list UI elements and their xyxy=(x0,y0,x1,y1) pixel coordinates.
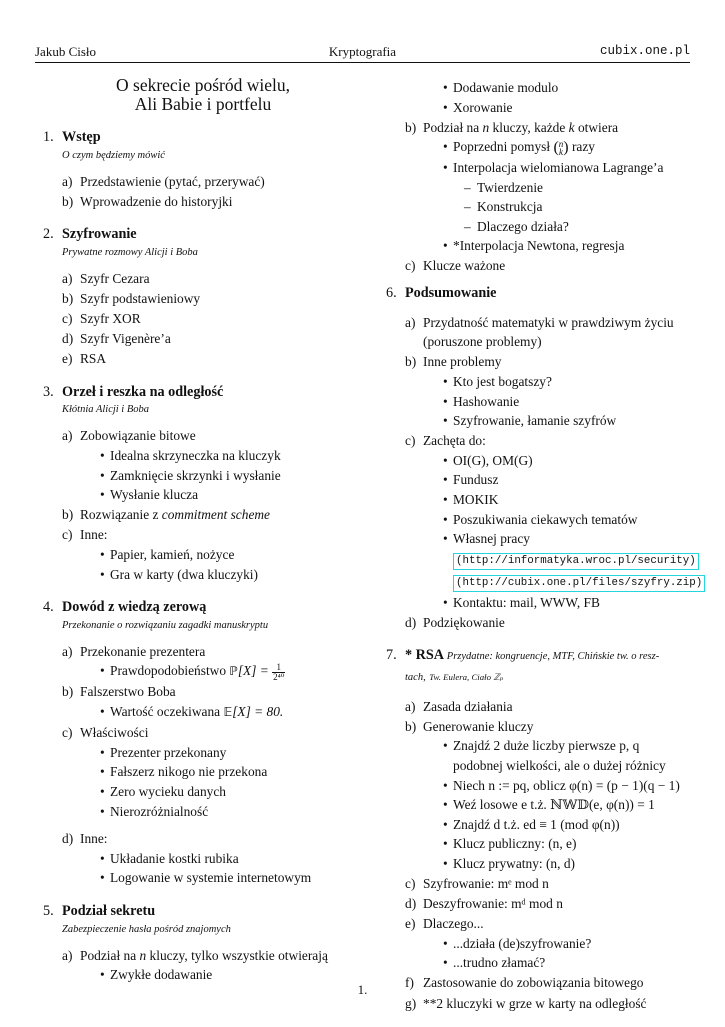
item-label: b) xyxy=(405,119,417,135)
bullet-item: • Kontaktu: mail, WWW, FB xyxy=(438,593,690,613)
bullet-text: Własnej pracy xyxy=(453,531,530,547)
bullet-item: • Szyfrowanie, łamanie szyfrów xyxy=(438,411,690,431)
bullet-item: • Weź losowe e t.ż. ℕ𝕎𝔻(e, φ(n)) = 1 xyxy=(438,795,690,815)
section-number: 2. xyxy=(43,226,54,243)
section-title: Podział sekretu xyxy=(62,902,156,919)
item-text: Właściwości xyxy=(80,725,149,741)
item-text: kluczy, każde xyxy=(489,119,569,135)
list-item xyxy=(378,256,690,276)
item-text: Przekonanie prezentera xyxy=(80,643,206,659)
section-heading xyxy=(378,284,690,304)
item-label: d) xyxy=(405,614,417,630)
list-item xyxy=(378,894,690,914)
item-text: Falszerstwo Boba xyxy=(80,684,176,700)
list-item xyxy=(35,525,365,584)
dash-item: – Konstrukcja xyxy=(460,197,690,217)
left-column xyxy=(35,76,365,999)
bullet-item: • Papier, kamień, nożyce xyxy=(95,545,365,565)
item-text: Szyfrowanie: mᵉ mod n xyxy=(423,876,549,891)
title-line-1: O sekrecie pośród wielu, xyxy=(116,75,290,95)
list-item xyxy=(378,697,690,717)
item-text: Inne: xyxy=(80,527,108,543)
item-text: kluczy, tylko wszystkie otwierają xyxy=(146,947,328,963)
item-label: d) xyxy=(405,896,417,912)
bullet-item: • Układanie kostki rubika xyxy=(95,849,365,869)
bullet-item: • Logowanie w systemie internetowym xyxy=(95,868,365,888)
item-text: Wprowadzenie do historyjki xyxy=(80,193,233,209)
list-item xyxy=(35,946,365,985)
title-line-2: Ali Babie i portfelu xyxy=(134,94,272,114)
section-subtitle: Prywatne rozmowy Alicji i Boba xyxy=(62,246,198,258)
section-number: 5. xyxy=(43,902,54,919)
item-text: Zasada działania xyxy=(423,698,513,714)
bullet-item: • Znajdź 2 duże liczby pierwsze p, q podobnej wielkości, ale o dużej różnicy xyxy=(438,736,690,775)
section-subtitle: Kłótnia Alicji i Boba xyxy=(62,404,150,416)
section-3 xyxy=(35,383,365,584)
expectation-value: [X] = 80. xyxy=(232,704,284,720)
section-title: * RSA xyxy=(405,647,444,664)
item-text: Szyfr Cezara xyxy=(80,270,150,286)
bullet-item: • Klucz publiczny: (n, e) xyxy=(438,834,690,854)
list-item-continuation xyxy=(378,78,690,117)
section-subtitle: Przydatne: kongruencje, MTF, Chińskie tw. o resz- xyxy=(446,651,660,663)
bullet-item: • Xorowanie xyxy=(438,98,690,118)
section-heading xyxy=(35,598,365,618)
fraction-denominator: 2⁴⁰ xyxy=(273,671,285,682)
probability-fraction xyxy=(272,663,285,682)
bullet-item: • Wysłanie klucza xyxy=(95,485,365,505)
list-item xyxy=(378,431,703,612)
section-number: 4. xyxy=(43,599,54,616)
item-text: Szyfr XOR xyxy=(80,311,141,327)
bullet-item: • Fałszerz nikogo nie przekona xyxy=(95,762,365,782)
item-text: Szyfr Vigenère’a xyxy=(80,331,171,347)
item-label: b) xyxy=(62,290,74,306)
bullet-item: • Zero wycieku danych xyxy=(95,782,365,802)
section-number: 1. xyxy=(43,129,54,145)
list-item xyxy=(378,914,690,973)
item-label: a) xyxy=(405,314,416,330)
header-site: cubix.one.pl xyxy=(599,44,690,58)
header-subject: Kryptografia xyxy=(328,44,397,59)
item-text: otwiera xyxy=(574,119,619,135)
bullet-item: • Znajdź d t.ż. ed ≡ 1 (mod φ(n)) xyxy=(438,815,690,835)
binomial-bottom: k xyxy=(559,147,564,158)
item-label: c) xyxy=(405,433,416,449)
expectation-symbol: 𝔼 xyxy=(223,705,233,720)
item-label: a) xyxy=(405,698,416,714)
dash-item: – Twierdzenie xyxy=(460,178,690,198)
bullet-item: • Prezenter przekonany xyxy=(95,743,365,763)
bullet-item xyxy=(95,661,365,682)
item-text: Rozwiązanie z xyxy=(80,507,162,523)
section-subtitle-small: Tw. Eulera, Ciało ℤₚ xyxy=(429,672,504,683)
item-text: Klucze ważone xyxy=(423,258,506,274)
item-text: Zastosowanie do zobowiązania bitowego xyxy=(423,975,644,991)
list-item xyxy=(35,309,365,329)
section-title: Szyfrowanie xyxy=(62,226,137,243)
item-variable: n xyxy=(139,947,147,963)
list-item xyxy=(378,118,690,256)
list-item xyxy=(35,172,365,192)
list-item xyxy=(35,829,365,888)
section-number: 7. xyxy=(386,647,397,664)
header-author: Jakub Cisło xyxy=(35,44,97,59)
item-label: e) xyxy=(62,351,73,367)
item-label: a) xyxy=(62,947,73,963)
list-item xyxy=(378,717,690,874)
bullet-item: • Hashowanie xyxy=(438,392,690,412)
list-item xyxy=(35,682,365,722)
item-text: Przydatność matematyki w prawdziwym życiu (poruszone problemy) xyxy=(423,314,674,350)
list-item xyxy=(35,505,365,525)
page-header xyxy=(35,42,690,60)
bullet-item: • Dodawanie modulo xyxy=(438,78,690,98)
bullet-item: • Zwykłe dodawanie xyxy=(95,965,365,985)
item-label: a) xyxy=(62,643,73,659)
bullet-item: • Klucz prywatny: (n, d) xyxy=(438,854,690,874)
bullet-item: • Zamknięcie skrzynki i wysłanie xyxy=(95,466,365,486)
link-szyfry-zip[interactable]: (http://cubix.one.pl/files/szyfry.zip) xyxy=(453,575,705,592)
bullet-text: razy xyxy=(568,139,595,155)
list-item xyxy=(35,642,365,682)
bullet-item: • Fundusz xyxy=(438,470,690,490)
bullet-text: Poprzedni pomysł xyxy=(453,139,554,155)
list-item xyxy=(35,723,365,821)
link-informatyka[interactable]: (http://informatyka.wroc.pl/security) xyxy=(453,553,699,570)
section-2 xyxy=(35,225,365,369)
item-label: c) xyxy=(62,725,73,741)
item-label: b) xyxy=(62,193,74,209)
item-text: Podziękowanie xyxy=(423,614,505,630)
section-title: Dowód z wiedzą zerową xyxy=(62,599,207,616)
section-title: Podsumowanie xyxy=(405,285,497,302)
item-text: Deszyfrowanie: mᵈ mod n xyxy=(423,896,563,912)
item-text: Podział na xyxy=(80,947,140,963)
dash-item: – Dlaczego działa? xyxy=(460,217,690,237)
probability-symbol: ℙ xyxy=(229,664,238,679)
section-number: 6. xyxy=(386,285,397,302)
right-column xyxy=(378,76,703,1027)
section-subtitle: Zabezpieczenie hasła pośród znajomych xyxy=(62,923,231,935)
section-7 xyxy=(378,646,690,1013)
bullet-item: • *Interpolacja Newtona, regresja xyxy=(438,236,690,256)
item-text: Inne problemy xyxy=(423,354,502,370)
section-heading xyxy=(35,383,365,403)
expectation-label: Wartość oczekiwana xyxy=(110,704,224,720)
fraction-numerator: 1 xyxy=(272,663,285,673)
item-text: **2 kluczyki w grze w karty na odległość xyxy=(423,995,647,1011)
item-emphasis: commitment scheme xyxy=(161,507,271,523)
item-label: c) xyxy=(405,258,416,274)
header-rule xyxy=(35,62,690,63)
item-label: f) xyxy=(405,975,414,991)
section-heading xyxy=(35,902,365,922)
item-label: a) xyxy=(62,173,73,189)
item-text: Generowanie kluczy xyxy=(423,718,534,734)
bullet-item: • Poszukiwania ciekawych tematów xyxy=(438,510,690,530)
item-label: a) xyxy=(62,270,73,286)
list-item xyxy=(378,613,690,633)
list-item xyxy=(35,349,365,369)
section-title: Wstęp xyxy=(62,129,101,145)
bullet-item xyxy=(95,702,365,723)
section-4 xyxy=(35,598,365,888)
item-label: d) xyxy=(62,331,74,347)
item-variable: k xyxy=(568,119,575,135)
list-item xyxy=(35,426,365,504)
binomial-top: n xyxy=(558,139,564,150)
list-item xyxy=(35,269,365,289)
list-item xyxy=(35,192,365,212)
item-label: a) xyxy=(62,428,73,444)
section-heading xyxy=(35,225,365,245)
bullet-item: • Poprzedni pomysł ( n k ) razy xyxy=(438,137,690,158)
bullet-item: • MOKIK xyxy=(438,490,690,510)
bullet-item: • Nierozróżnialność xyxy=(95,802,365,822)
section-number: 3. xyxy=(43,383,54,400)
list-item xyxy=(35,329,365,349)
item-text: Dlaczego... xyxy=(423,916,484,932)
item-label: c) xyxy=(62,311,73,327)
item-variable: n xyxy=(482,119,490,135)
item-label: d) xyxy=(62,831,74,847)
section-5 xyxy=(35,902,365,985)
page-number: 1. xyxy=(357,982,368,997)
item-text: Inne: xyxy=(80,831,108,847)
list-item xyxy=(35,289,365,309)
bullet-item: • OI(G), OM(G) xyxy=(438,451,690,471)
item-text: Podział na xyxy=(423,119,483,135)
item-label: c) xyxy=(62,527,73,543)
list-item xyxy=(378,874,690,894)
bullet-item xyxy=(438,529,703,593)
item-text: Przedstawienie (pytać, przerywać) xyxy=(80,173,265,189)
section-heading xyxy=(35,128,365,148)
item-text: Szyfr podstawieniowy xyxy=(80,290,201,306)
item-label: b) xyxy=(405,354,417,370)
bullet-item: • Niech n := pq, oblicz φ(n) = (p − 1)(q − 1) xyxy=(438,776,690,796)
bullet-item: • Idealna skrzyneczka na kluczyk xyxy=(95,446,365,466)
section-6 xyxy=(378,284,703,632)
item-label: g) xyxy=(405,995,417,1011)
bullet-text: Interpolacja wielomianowa Lagrange’a xyxy=(453,160,664,175)
item-text: RSA xyxy=(80,351,107,367)
item-label: e) xyxy=(405,916,416,932)
list-item xyxy=(378,313,690,352)
probability-label: Prawdopodobieństwo xyxy=(110,663,230,679)
bullet-item: • Kto jest bogatszy? xyxy=(438,372,690,392)
document-title xyxy=(35,76,365,114)
item-text: Zachęta do: xyxy=(423,433,486,449)
section-subtitle: Przekonanie o rozwiązaniu zagadki manuskryptu xyxy=(62,619,269,631)
probability-argument: [X] = xyxy=(237,663,273,679)
item-text: Zobowiązanie bitowe xyxy=(80,428,196,444)
item-label: b) xyxy=(62,684,74,700)
section-title: Orzeł i reszka na odległość xyxy=(62,383,224,400)
bullet-item: • ...działa (de)szyfrowanie? xyxy=(438,934,690,954)
section-subtitle: O czym będziemy mówić xyxy=(62,149,165,161)
bullet-item: • ...trudno złamać? xyxy=(438,953,690,973)
section-subtitle-cont: tach, xyxy=(405,672,426,684)
list-item xyxy=(378,352,690,430)
item-label: c) xyxy=(405,876,416,891)
section-1 xyxy=(35,128,365,211)
item-label: b) xyxy=(405,718,417,734)
bullet-item xyxy=(438,158,690,236)
item-label: b) xyxy=(62,507,74,523)
bullet-item: • Gra w karty (dwa kluczyki) xyxy=(95,565,365,585)
section-heading xyxy=(378,646,690,687)
